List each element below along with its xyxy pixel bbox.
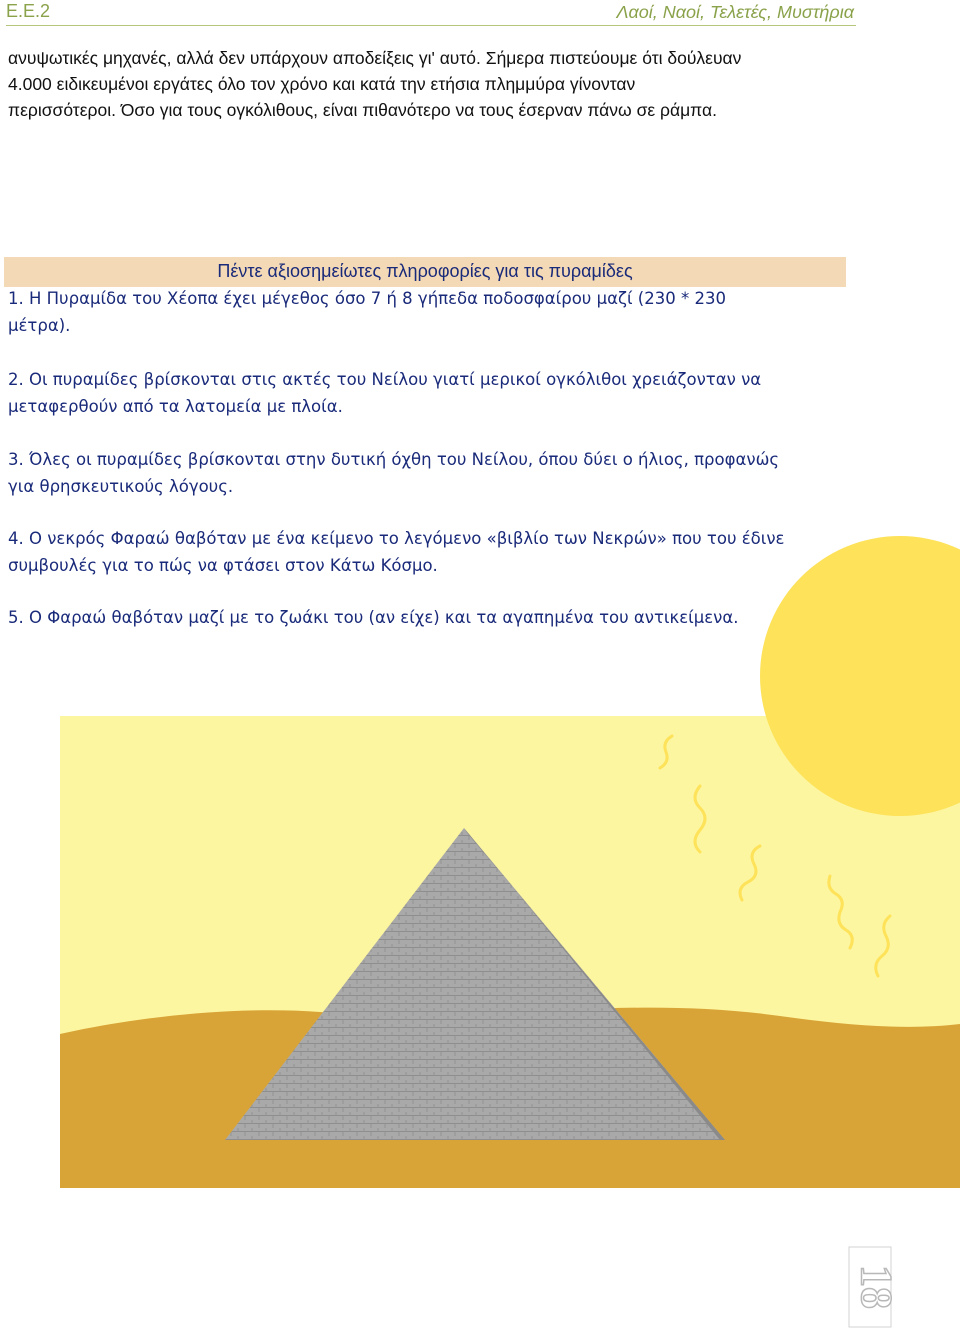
page-number-box xyxy=(848,1246,901,1328)
fact-item-2-line2: μεταφερθούν από τα λατομεία με πλοία. xyxy=(8,397,343,416)
fact-item-3-line2: για θρησκευτικούς λόγους. xyxy=(8,477,234,496)
page-header xyxy=(0,0,960,26)
header-rule xyxy=(6,25,856,26)
header-section-code: E.E.2 xyxy=(6,1,51,21)
page-number: 18 xyxy=(852,1265,901,1309)
intro-paragraph xyxy=(8,45,858,123)
fact-item-5-line1: 5. Ο Φαραώ θαβόταν μαζί με το ζωάκι του (αν είχε) και τα αγαπημένα του αντικείμενα. xyxy=(8,608,739,627)
intro-line: περισσότεροι. Όσο για τους ογκόλιθους, είναι πιθανότερο να τους έσερναν πάνω σε ράμπα. xyxy=(8,100,717,120)
intro-line: 4.000 ειδικευμένοι εργάτες όλο τον χρόνο και κατά την ετήσια πλημμύρα γίνονταν xyxy=(8,74,636,94)
pyramid-illustration xyxy=(60,716,960,1188)
fact-item-4-line2: συμβουλές για το πώς να φτάσει στον Κάτω Κόσμο. xyxy=(8,556,438,575)
fact-item-3-line1: 3. Όλες οι πυραμίδες βρίσκονται στην δυτική όχθη του Νείλου, όπου δύει ο ήλιος, προφανώς xyxy=(8,450,780,469)
facts-heading: Πέντε αξιοσημείωτες πληροφορίες για τις πυραμίδες xyxy=(217,261,633,281)
fact-item-4-line1: 4. Ο νεκρός Φαραώ θαβόταν με ένα κείμενο το λεγόμενο «βιβλίο των Νεκρών» που του έδινε xyxy=(8,529,785,548)
fact-item-1-line2: μέτρα). xyxy=(8,316,71,335)
facts-heading-band xyxy=(4,257,846,287)
header-chapter-title: Λαοί, Ναοί, Τελετές, Μυστήρια xyxy=(616,2,854,22)
intro-line: ανυψωτικές μηχανές, αλλά δεν υπάρχουν αποδείξεις γι' αυτό. Σήμερα πιστεύουμε ότι δούλευαν xyxy=(8,48,742,68)
fact-item-2-line1: 2. Οι πυραμίδες βρίσκονται στις ακτές του Νείλου γιατί μερικοί ογκόλιθοι χρειάζονταν να xyxy=(8,370,762,389)
fact-item-1-line1: 1. Η Πυραμίδα του Χέοπα έχει μέγεθος όσο 7 ή 8 γήπεδα ποδοσφαίρου μαζί (230 * 230 xyxy=(8,289,726,308)
